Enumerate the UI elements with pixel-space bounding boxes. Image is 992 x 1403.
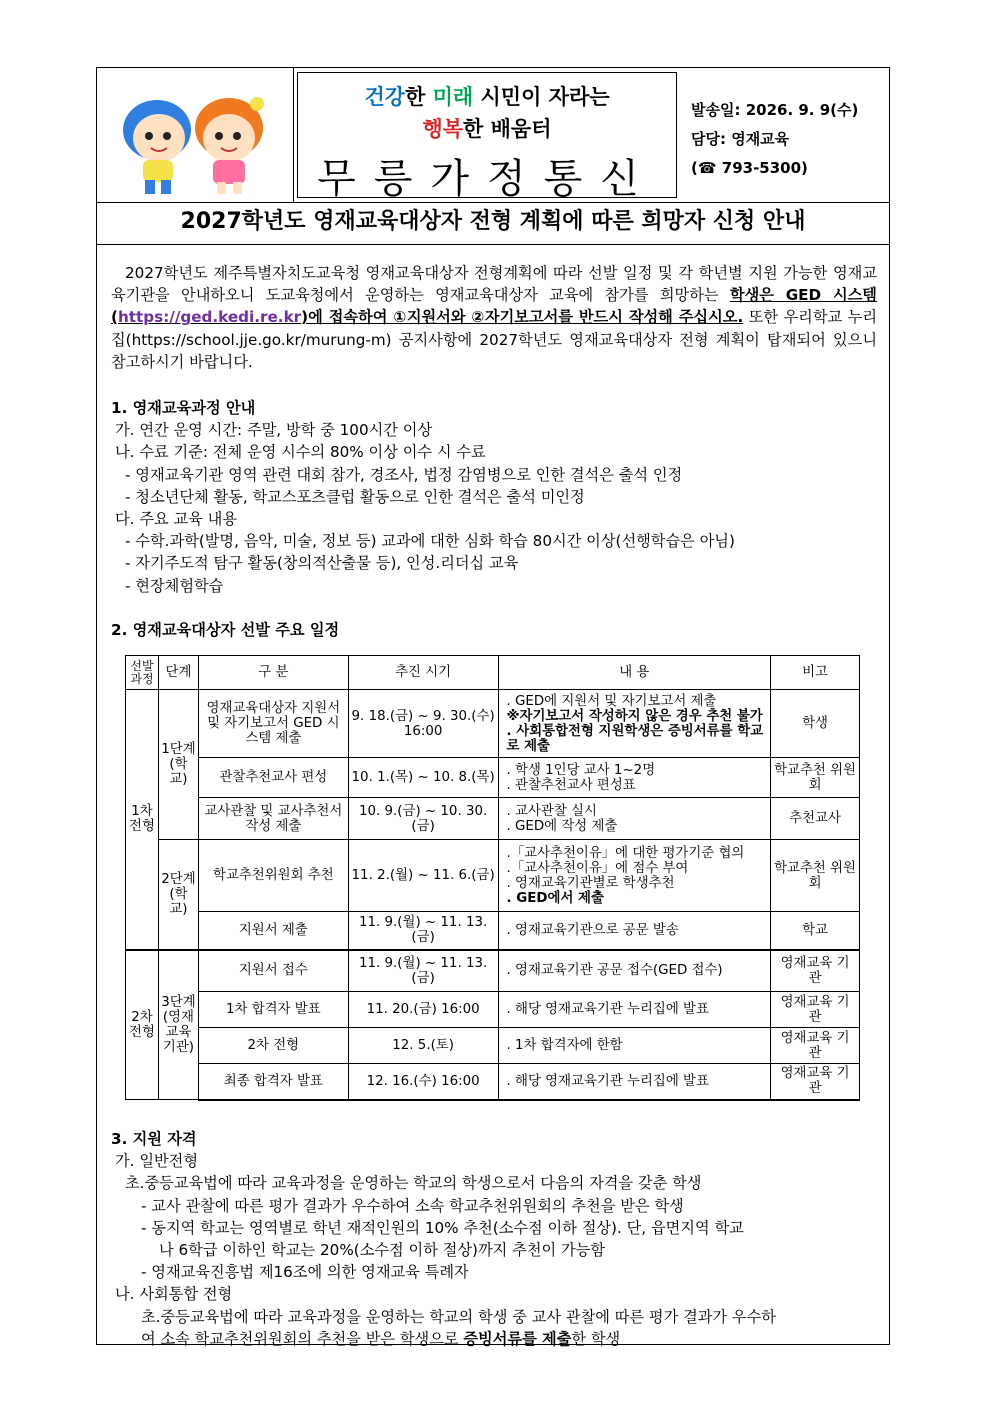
section-3-ga-desc: 초.중등교육법에 따라 교육과정을 운영하는 학교의 학생으로서 다음의 자격을 갖춘 학생 [125,1174,702,1193]
contact-dept: 담당: 영재교육 [691,130,790,148]
header-cell: 비고 [771,656,860,690]
newsletter-name: 무릉가정통신 [317,156,657,202]
section-3-ga-item-cont: 나 6학급 이하인 학교는 20%(소수점 이하 절상)까지 추천이 가능함 [159,1241,605,1260]
content-line: . GED에 지원서 및 자기보고서 제출 [506,693,717,709]
table-row [126,1028,860,1064]
content-line: ※자기보고서 작성하지 않은 경우 추천 불가 [506,708,763,724]
section-3-ga-item: - 교사 관찰에 따른 평가 결과가 우수하여 소속 학교추천위원회의 추천을 받은 학생 [141,1196,684,1215]
table-row [126,798,860,840]
item-cell: 2차 전형 [198,1028,348,1064]
section-3 [111,1128,877,1350]
content-cell [498,840,771,912]
slogan-line-2 [298,113,676,143]
date-cell: 9. 18.(금) ~ 9. 30.(수) 16:00 [348,690,498,758]
section-1-ga: 가. 연간 운영 시간: 주말, 방학 중 100시간 이상 [115,421,433,440]
section-1-na: 나. 수료 기준: 전체 운영 시수의 80% 이상 이수 시 수료 [115,443,486,462]
issue-date: 발송일: 2026. 9. 9(수) [691,101,859,119]
section-1-da: 다. 주요 교육 내용 [115,510,238,529]
stage-cell: 2단계 (학교) [158,840,198,950]
note-cell: 영재교육 기 관 [771,1064,860,1100]
content-line: . 학생 1인당 교사 1~2명 [506,762,656,778]
slogan-text: 시민이 자라는 [473,85,610,109]
section-3-ga-item: - 동지역 학교는 영역별로 학년 재적인원의 10% 추천(소수점 이하 절상). 단, 읍면지역 학교 [141,1218,744,1237]
table-row [126,950,860,992]
na-desc-emphasis: 증빙서류를 제출 [463,1329,572,1348]
content-cell [498,690,771,758]
intro-paragraph [111,262,877,373]
content-cell: . 영재교육기관 공문 접수(GED 접수) [498,950,771,992]
note-cell: 추천교사 [771,798,860,840]
note-cell: 학교추천 위원회 [771,840,860,912]
date-cell: 11. 9.(월) ~ 11. 13.(금) [348,950,498,992]
item-cell: 최종 합격자 발표 [198,1064,348,1100]
item-cell: 지원서 제출 [198,912,348,950]
round-cell: 2차 전형 [126,950,159,1100]
date-cell: 12. 5.(토) [348,1028,498,1064]
date-cell: 12. 16.(수) 16:00 [348,1064,498,1100]
section-3-na-desc [111,1328,877,1350]
content-cell: . 1차 합격자에 한함 [498,1028,771,1064]
note-cell: 영재교육 기 관 [771,992,860,1028]
section-3-title: 3. 지원 자격 [111,1130,197,1148]
section-3-na: 나. 사회통합 전형 [115,1285,233,1304]
document-body [111,262,877,641]
newsletter-frame [96,67,890,1348]
section-1-na-item: - 영재교육기관 영역 관련 대회 참가, 경조사, 법정 감염병으로 인한 결석은 출석 인정 [125,465,683,484]
section-1-na-item: - 청소년단체 활동, 학교스포츠클럽 활동으로 인한 결석은 출석 미인정 [125,487,585,506]
slogan-word-health: 건강 [364,85,406,109]
content-cell [498,758,771,798]
content-line: . GED에서 제출 [506,890,604,906]
newsletter-title-box [297,72,677,202]
table-row [126,758,860,798]
header-cell: 추진 시기 [348,656,498,690]
na-desc-text: 한 학생 [571,1329,621,1348]
slogan-line-1 [298,81,676,111]
table-row [126,912,860,950]
note-cell: 학교추천 위원회 [771,758,860,798]
header-cell: 선발과정 [126,656,159,690]
header [97,68,889,203]
item-cell: 지원서 접수 [198,950,348,992]
content-line: . GED에 작성 제출 [506,818,618,834]
content-line: . 관찰추천교사 편성표 [506,777,636,793]
stage-cell: 3단계 (영재 교육 기관) [158,950,198,1100]
slogan-word-future: 미래 [432,85,474,109]
intro-text: 2027학년도 제주특별자치도교육청 영재교육대상자 전형계획에 따라 선발 일정 및 각 학년별 지원 가능한 영재교육기관을 안내하오니 도교육청에서 운영하는 영재교육대상자 교육에 참가를 희망하는 [111,264,877,305]
children-logo [97,68,294,202]
section-3-na-desc: 초.중등교육법에 따라 교육과정을 운영하는 학교의 학생 중 교사 관찰에 따른 평가 결과가 우수하 [141,1307,776,1326]
content-line: . 사회통합전형 지원학생은 증빙서류를 학교로 제출 [506,723,764,754]
stage-cell: 1단계 (학교) [158,690,198,840]
item-cell: 관찰추천교사 편성 [198,758,348,798]
table-header-row [126,656,860,690]
section-3-ga: 가. 일반전형 [115,1152,199,1171]
note-cell: 학교 [771,912,860,950]
table-row [126,840,860,912]
content-line: .「교사추천이유」에 대한 평가기준 협의 [506,845,745,861]
content-line: . 교사관찰 실시 [506,803,597,819]
item-cell: 1차 합격자 발표 [198,992,348,1028]
document-title: 2027학년도 영재교육대상자 전형 계획에 따른 희망자 신청 안내 [180,209,806,234]
intro-text: 또한 우리학교 누리집(https://school.jje.go.kr/murung-m) 공지사항에 2027학년도 영재교육대상자 전형 계획이 탑재되어 있으니 참고하시기 바랍니다. [111,308,877,371]
note-cell: 영재교육 기 관 [771,950,860,992]
item-cell: 교사관찰 및 교사추천서 작성 제출 [198,798,348,840]
item-cell: 학교추천위원회 추천 [198,840,348,912]
note-cell: 학생 [771,690,860,758]
content-cell: . 해당 영재교육기관 누리집에 발표 [498,992,771,1028]
round-cell: 1차 전형 [126,690,159,950]
content-cell: . 해당 영재교육기관 누리집에 발표 [498,1064,771,1100]
schedule-table [125,655,860,1101]
slogan-text: 한 [405,85,433,109]
note-cell: 영재교육 기 관 [771,1028,860,1064]
intro-emphasis-text: )에 접속하여 ①지원서와 ②자기보고서를 반드시 작성해 주십시오. [301,308,744,327]
content-line: . 영재교육기관별로 학생추천 [506,875,675,891]
item-cell: 영재교육대상자 지원서 및 자기보고서 GED 시스템 제출 [198,690,348,758]
slogan-text: 한 배움터 [463,117,552,141]
section-1-title: 1. 영재교육과정 안내 [111,399,256,418]
section-1-da-item: - 자기주도적 탐구 활동(창의적산출물 등), 인성.리더십 교육 [125,554,519,573]
content-cell: . 영재교육기관으로 공문 발송 [498,912,771,950]
content-line: .「교사추천이유」에 점수 부여 [506,860,689,876]
header-cell: 구 분 [198,656,348,690]
na-desc-text: 여 소속 학교추천위원회의 추천을 받은 학생으로 [141,1329,464,1348]
date-cell: 11. 20.(금) 16:00 [348,992,498,1028]
table-row [126,992,860,1028]
intro-emphasis-text: 학생은 GED 시스템( [111,286,877,327]
section-1-da-item: - 수학.과학(발명, 음악, 미술, 정보 등) 교과에 대한 심화 학습 80시간 이상(선행학습은 아님) [125,532,735,551]
section-3-ga-item: - 영재교육진흥법 제16조에 의한 영재교육 특례자 [141,1263,469,1282]
date-cell: 11. 9.(월) ~ 11. 13.(금) [348,912,498,950]
header-cell: 단계 [158,656,198,690]
slogan-word-happiness: 행복 [422,117,464,141]
content-cell [498,798,771,840]
table-row [126,690,860,758]
divider [97,244,889,245]
table-row [126,1064,860,1100]
issue-info [691,96,858,183]
ged-link[interactable]: https://ged.kedi.re.kr [117,308,302,327]
header-cell: 내 용 [498,656,771,690]
contact-phone: (☎ 793-5300) [691,159,808,177]
date-cell: 10. 9.(금) ~ 10. 30.(금) [348,798,498,840]
date-cell: 11. 2.(월) ~ 11. 6.(금) [348,840,498,912]
kids-mascot-icon [97,68,293,202]
section-2-title: 2. 영재교육대상자 선발 주요 일정 [111,620,340,639]
section-1-da-item: - 현장체험학습 [125,576,224,595]
date-cell: 10. 1.(목) ~ 10. 8.(목) [348,758,498,798]
